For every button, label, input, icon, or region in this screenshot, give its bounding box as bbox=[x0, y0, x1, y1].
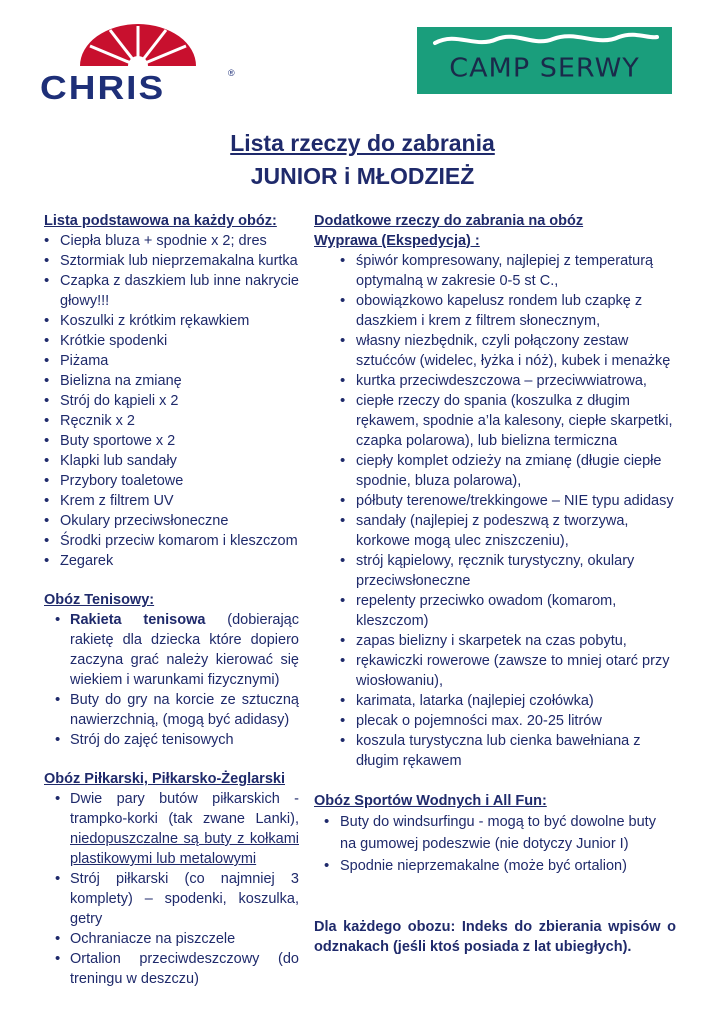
list-item: • Środki przeciw komarom i kleszczom bbox=[44, 531, 299, 551]
chris-dome-icon bbox=[40, 22, 236, 72]
water-sports-list bbox=[314, 811, 676, 877]
tennis-racket-note: (dobierając rakietę dla dziecka które dopiero zaczyna grać należy kierować się wiekiem i warunkami fizycznymi) bbox=[70, 612, 299, 688]
list-item: • zapas bielizny i skarpetek na czas pobytu, bbox=[314, 631, 676, 651]
expedition-heading: Wyprawa (Ekspedycja) : bbox=[314, 233, 480, 249]
list-item: • Buty do gry na korcie ze sztuczną nawierzchnią, (mogą być adidasy) bbox=[44, 690, 299, 730]
list-item: • Ręcznik x 2 bbox=[44, 411, 299, 431]
list-item: • Krem z filtrem UV bbox=[44, 491, 299, 511]
list-item: • kurtka przeciwdeszczowa – przeciwwiatrowa, bbox=[314, 371, 676, 391]
chris-logo-text: CHRIS bbox=[40, 69, 166, 106]
list-item: • ciepłe rzeczy do spania (koszulka z długim rękawem, spodnie a’la kalesony, ciepłe skarpetki, czapka polarowa), lub bielizna termiczna bbox=[314, 391, 676, 451]
final-note: Dla każdego obozu: Indeks do zbierania wpisów o odznakach (jeśli ktoś posiada z lat ubiegłych). bbox=[314, 919, 676, 955]
page-subtitle: JUNIOR i MŁODZIEŻ bbox=[250, 163, 475, 189]
list-item: • Buty do windsurfingu - mogą to być dowolne buty na gumowej podeszwie (nie dotyczy Junior I) bbox=[314, 811, 676, 855]
list-item: • karimata, latarka (najlepiej czołówka) bbox=[314, 691, 676, 711]
list-item: • Strój do zajęć tenisowych bbox=[44, 730, 299, 750]
list-item: • Okulary przeciwsłoneczne bbox=[44, 511, 299, 531]
list-item: • Strój do kąpieli x 2 bbox=[44, 391, 299, 411]
list-item: • repelenty przeciwko owadom (komarom, kleszczom) bbox=[314, 591, 676, 631]
list-item bbox=[44, 789, 299, 869]
list-item: • Ciepła bluza + spodnie x 2; dres bbox=[44, 231, 299, 251]
list-item: • Przybory toaletowe bbox=[44, 471, 299, 491]
list-item: • ciepły komplet odzieży na zmianę (długie ciepłe spodnie, bluza polarowa), bbox=[314, 451, 676, 491]
extra-items-heading: Dodatkowe rzeczy do zabrania na obóz bbox=[314, 213, 584, 229]
chris-logo bbox=[40, 22, 236, 106]
list-item: • Piżama bbox=[44, 351, 299, 371]
list-item: • własny niezbędnik, czyli połączony zestaw sztućców (widelec, łyżka i nóż), kubek i menażkę bbox=[314, 331, 676, 371]
list-item: • śpiwór kompresowany, najlepiej z temperaturą optymalną w zakresie 0-5 st C., bbox=[314, 251, 676, 291]
list-item: • Strój piłkarski (co najmniej 3 komplety) – spodenki, koszulka, getry bbox=[44, 869, 299, 929]
left-column bbox=[44, 211, 299, 989]
football-list bbox=[44, 789, 299, 989]
list-item: • Klapki lub sandały bbox=[44, 451, 299, 471]
right-column bbox=[314, 211, 676, 957]
basic-list bbox=[44, 231, 299, 571]
tennis-heading: Obóz Tenisowy: bbox=[44, 592, 155, 608]
registered-mark: ® bbox=[228, 68, 235, 78]
list-item: • Czapka z daszkiem lub inne nakrycie głowy!!! bbox=[44, 271, 299, 311]
wave-icon bbox=[417, 27, 672, 57]
football-boots-warning: niedopuszczalne są buty z kołkami plastikowymi lub metalowymi bbox=[70, 831, 299, 867]
football-boots-text: Dwie pary butów piłkarskich - trampko-korki (tak zwane Lanki), bbox=[70, 791, 299, 827]
football-heading: Obóz Piłkarski, Piłkarsko-Żeglarski bbox=[44, 771, 285, 787]
list-item: • Ochraniacze na piszczele bbox=[44, 929, 299, 949]
list-item: • obowiązkowo kapelusz rondem lub czapkę z daszkiem i krem z filtrem słonecznym, bbox=[314, 291, 676, 331]
tennis-list bbox=[44, 610, 299, 750]
list-item: • półbuty terenowe/trekkingowe – NIE typu adidasy bbox=[314, 491, 676, 511]
list-item: • sandały (najlepiej z podeszwą z tworzywa, korkowe mogą ulec zniszczeniu), bbox=[314, 511, 676, 551]
list-item: • strój kąpielowy, ręcznik turystyczny, okulary przeciwsłoneczne bbox=[314, 551, 676, 591]
list-item: • Bielizna na zmianę bbox=[44, 371, 299, 391]
list-item: • Ortalion przeciwdeszczowy (do treningu w deszczu) bbox=[44, 949, 299, 989]
water-sports-heading: Obóz Sportów Wodnych i All Fun: bbox=[314, 793, 547, 809]
list-item bbox=[44, 610, 299, 690]
list-item: • plecak o pojemności max. 20-25 litrów bbox=[314, 711, 676, 731]
list-item: • koszula turystyczna lub cienka bawełniana z długim rękawem bbox=[314, 731, 676, 771]
list-item: • Buty sportowe x 2 bbox=[44, 431, 299, 451]
tennis-racket-label: Rakieta tenisowa bbox=[70, 612, 206, 628]
basic-list-heading: Lista podstawowa na każdy obóz: bbox=[44, 213, 277, 229]
list-item: • rękawiczki rowerowe (zawsze to mniej otarć przy wiosłowaniu), bbox=[314, 651, 676, 691]
list-item: • Spodnie nieprzemakalne (może być ortalion) bbox=[314, 855, 676, 877]
expedition-list bbox=[314, 251, 676, 771]
camp-serwy-text: CAMP SERWY bbox=[449, 53, 640, 84]
list-item: • Koszulki z krótkim rękawkiem bbox=[44, 311, 299, 331]
list-item: • Krótkie spodenki bbox=[44, 331, 299, 351]
list-item: • Sztormiak lub nieprzemakalna kurtka bbox=[44, 251, 299, 271]
page-title: Lista rzeczy do zabrania bbox=[230, 130, 495, 156]
camp-serwy-logo bbox=[417, 27, 672, 94]
list-item: • Zegarek bbox=[44, 551, 299, 571]
